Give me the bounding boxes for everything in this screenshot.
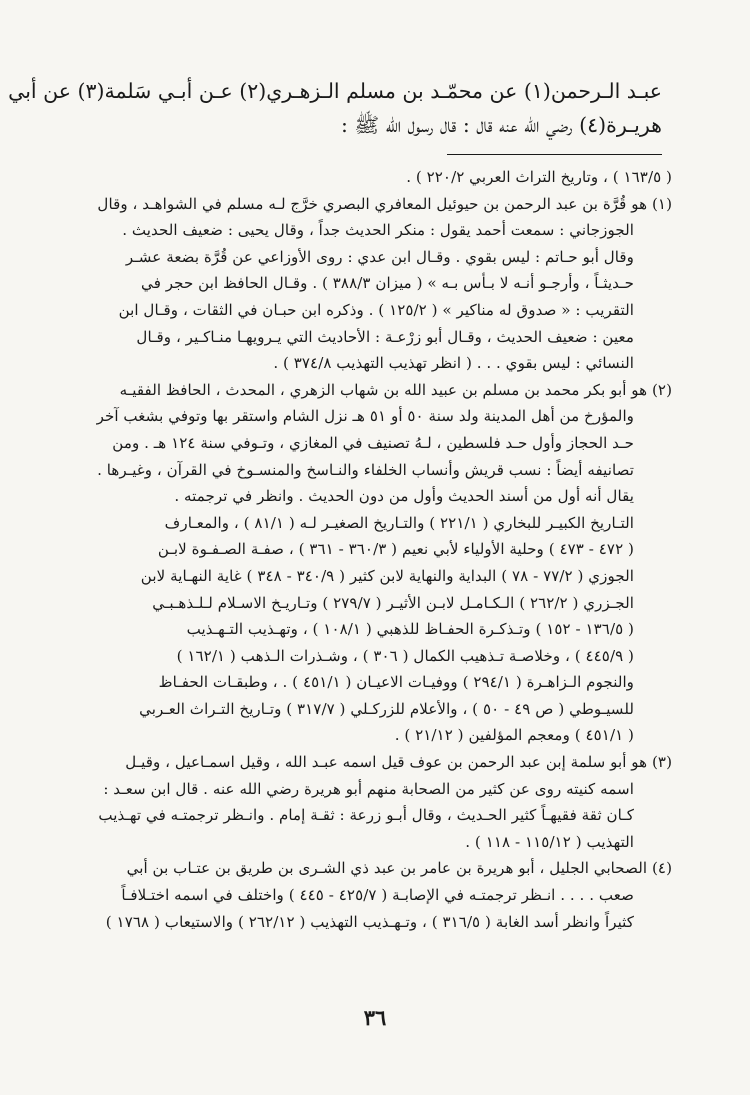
main-text-line: عبـد الـرحمن(١) عن محمّـد بن مسلم الـزهـري(٢) عـن أبـي سَلمة(٣) عن أبي (8, 79, 662, 103)
footnote-separator (447, 154, 662, 155)
footnote-line: (١) هو قُرَّة بن عبد الرحمن بن حيوئيل المعافري البصري خرَّج لـه مسلم في الشواهـد ، وقال (97, 194, 672, 213)
footnote-line: (٣) هو أبو سلمة إبن عبد الرحمن بن عوف قيل اسمه عبـد الله ، وقيل اسمـاعيل ، وقيـل (125, 753, 672, 772)
footnote-line: النسائي : ليس بقوي . . . ( انظر تهذيب التهذيب ٣٧٤/٨ ) . (273, 354, 634, 373)
footnote-line: وقال أبو حـاتم : ليس بقوي . وقـال ابن عدي : روى الأوزاعي عن قُرَّة بضعة عشـر (125, 247, 634, 266)
footnote-line: ( ٤٥١/١ ) ومعجم المؤلفين ( ٢١/١٢ ) . (394, 726, 634, 745)
footnote-line: الجوزجاني : سمعت أحمد يقول : منكر الحديث جداً ، وقال يحيى : ضعيف الحديث . (122, 221, 634, 240)
footnote (52, 164, 672, 191)
footnotes-block (52, 164, 672, 935)
footnote-line: يقال أنه أول من أسند الحديث وأول من دون الحديث . وانظر في ترجمته . (174, 487, 634, 506)
footnote-line: الجوزي ( ٧٧/٢ - ٧٨ ) البداية والنهاية لابن كثير ( ٣٤٠/٩ - ٣٤٨ ) غاية النهـاية لابن (140, 566, 634, 585)
footnote-line: التقريب : « صدوق له مناكير » ( ١٢٥/٢ ) . وذكره ابن حبـان في الثقات ، وقـال ابن (118, 300, 634, 319)
footnote (52, 749, 672, 855)
footnote-line: للسيـوطي ( ص ٤٩ - ٥٠ ) ، والأعلام للزركـلي ( ٣١٧/٧ ) وتـاريخ التـراث العـربي (139, 699, 634, 718)
footnote-line: صعب . . . . انـظر ترجمتـه في الإصابـة ( ٤٢٥/٧ - ٤٤٥ ) واختلف في اسمه اختـلافـاً (121, 886, 634, 905)
footnote-line: اسمه كنيته روى عن كثير من الصحابة منهم أبو هريرة رضي الله عنه . قال ابن سعـد : (103, 779, 634, 798)
footnote-line: (٤) الصحابي الجليل ، أبو هريرة بن عامر بن عبد ذي الشـرى بن طريق بن عتـاب بن أبي (126, 859, 672, 878)
footnote-line: حـديثـاً ، وأرجـو أنـه لا بـأس بـه » ( ميزان ٣٨٨/٣ ) . وقـال الحافظ ابن حجر في (141, 274, 634, 293)
footnote-line: والمؤرخ من أهل المدينة ولد سنة ٥٠ أو ٥١ هـ نزل الشام واستقر بها وتوفي بشغب آخر (96, 407, 634, 426)
footnote (52, 377, 672, 749)
footnote-line: ( ٤٧٢ - ٤٧٣ ) وحلية الأولياء لأبي نعيم ( ٣٦٠/٣ - ٣٦١ ) ، صفـة الصـفـوة لابـن (157, 540, 634, 559)
main-text-block (8, 74, 662, 142)
footnote-line: معين : ضعيف الحديث ، وقـال أبو زرْعـة : الأحاديث التي يـرويهـا منـاكـير ، وقـال (136, 327, 634, 346)
page-number: ٣٦ (363, 1005, 387, 1030)
footnote-line: كـان ثقة فقيهـاً كثير الحـديث ، وقال أبـو زرعة : ثقـة إمام . وانـظر ترجمتـه في تهـذيب (98, 806, 634, 825)
footnote-line: ( ١٣٦/٥ - ١٥٢ ) وتـذكـرة الحفـاظ للذهبي ( ١٠٨/١ ) ، وتهـذيب التـهـذيب (186, 620, 634, 639)
footnote-line: كثيراً وانظر أسد الغابة ( ٣١٦/٥ ) ، وتـهـذيب التهذيب ( ٢٦٢/١٢ ) والاستيعاب ( ١٧٦٨ ) (105, 912, 634, 931)
footnote-line: والنجوم الـزاهـرة ( ٢٩٤/١ ) ووفيـات الاعيـان ( ٤٥١/١ ) . ، وطبقـات الحفـاظ (158, 673, 634, 692)
footnote-line: التهذيب ( ١١٥/١٢ - ١١٨ ) . (465, 832, 634, 851)
footnote (52, 191, 672, 377)
footnote-line: الجـزري ( ٢٦٢/٢ ) الـكـامـل لابـن الأثيـر ( ٢٧٩/٧ ) وتـاريـخ الاسـلام لـلـذهـبـي (152, 593, 634, 612)
main-text-line: هريـرة(٤) رضي الله عنه قال : قال رسول الله ﷺ : (341, 113, 662, 137)
footnote-line: تصانيفه أيضاً : نسب قريش وأنساب الخلفاء والنـاسخ والمنسـوخ في القرآن ، وغيـرها . (97, 460, 634, 479)
footnote-line: ( ١٦٣/٥ ) ، وتاريخ التراث العربي ٢٢٠/٢ ) . (406, 168, 672, 186)
footnote-line: (٢) هو أبو بكر محمد بن مسلم بن عبيد الله بن شهاب الزهري ، المحدث ، الحافظ الفقيـه (119, 380, 672, 399)
footnote-line: التـاريخ الكبيـر للبخاري ( ٢٢١/١ ) والتـاريخ الصغيـر لـه ( ٨١/١ ) ، والمعـارف (164, 513, 634, 532)
footnote-line: ( ٤٤٥/٩ ) ، وخلاصـة تـذهيب الكمال ( ٣٠٦ ) ، وشـذرات الـذهب ( ١٦٢/١ ) (176, 646, 634, 665)
footnote (52, 855, 672, 935)
footnote-line: حـد الحجاز وأول حـد فلسطين ، لـهُ تصنيف في المغازي ، وتـوفي سنة ١٢٤ هـ . ومن (112, 433, 634, 452)
